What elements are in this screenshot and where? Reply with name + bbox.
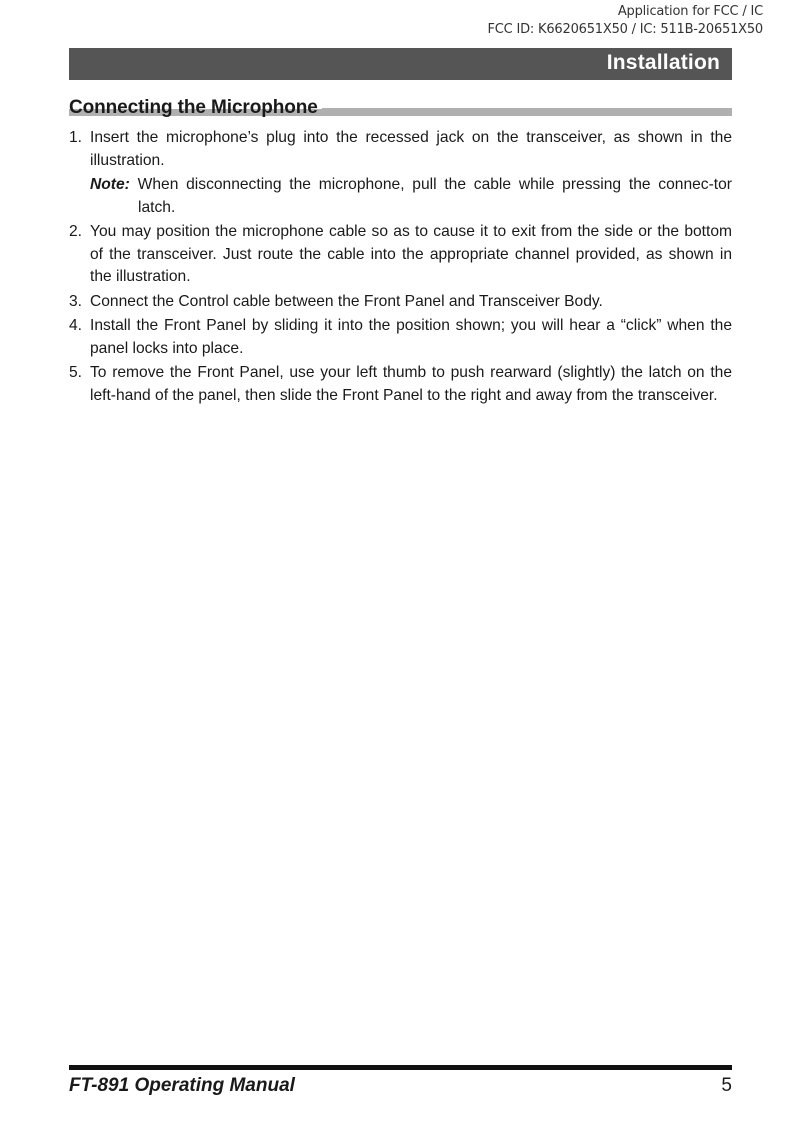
step-number: 3. xyxy=(69,292,83,310)
footer-rule xyxy=(69,1065,732,1070)
note-text: When disconnecting the microphone, pull the cable while pressing the connec-tor latch. xyxy=(129,176,732,216)
step-number: 1. xyxy=(69,129,83,146)
step-number: 2. xyxy=(69,223,83,240)
step-note xyxy=(90,174,732,219)
step-1 xyxy=(69,127,732,219)
step-number: 5. xyxy=(69,364,83,381)
step-3 xyxy=(69,291,732,314)
step-4 xyxy=(69,315,732,360)
section-title: Connecting the Microphone xyxy=(69,97,322,119)
instruction-steps xyxy=(69,127,732,409)
step-text: You may position the microphone cable so as to cause it to exit from the side or the bottom of the transceiver. Just route the cable into the appropriate channel provided, as shown in the illustration. xyxy=(90,223,732,285)
chapter-header-bar xyxy=(69,48,732,80)
step-text: Insert the microphone’s plug into the recessed jack on the transceiver, as shown in the illustration. xyxy=(90,129,732,169)
step-text: Install the Front Panel by sliding it into the position shown; you will hear a “click” when the panel locks into place. xyxy=(90,317,732,357)
fcc-id-line: FCC ID: K6620651X50 / IC: 511B-20651X50 xyxy=(487,22,763,37)
step-number: 4. xyxy=(69,317,83,334)
step-text: To remove the Front Panel, use your left thumb to push rearward (slightly) the latch on the left-hand of the panel, then slide the Front Panel to the right and away from the transceiver. xyxy=(90,364,732,404)
page-number: 5 xyxy=(721,1075,732,1096)
chapter-title: Installation xyxy=(606,51,720,74)
manual-title: FT-891 Operating Manual xyxy=(69,1075,295,1096)
step-5 xyxy=(69,362,732,407)
step-2 xyxy=(69,221,732,289)
step-text: Connect the Control cable between the Front Panel and Transceiver Body. xyxy=(90,292,603,310)
note-label: Note: xyxy=(90,176,130,193)
fcc-application-line: Application for FCC / IC xyxy=(617,4,763,19)
